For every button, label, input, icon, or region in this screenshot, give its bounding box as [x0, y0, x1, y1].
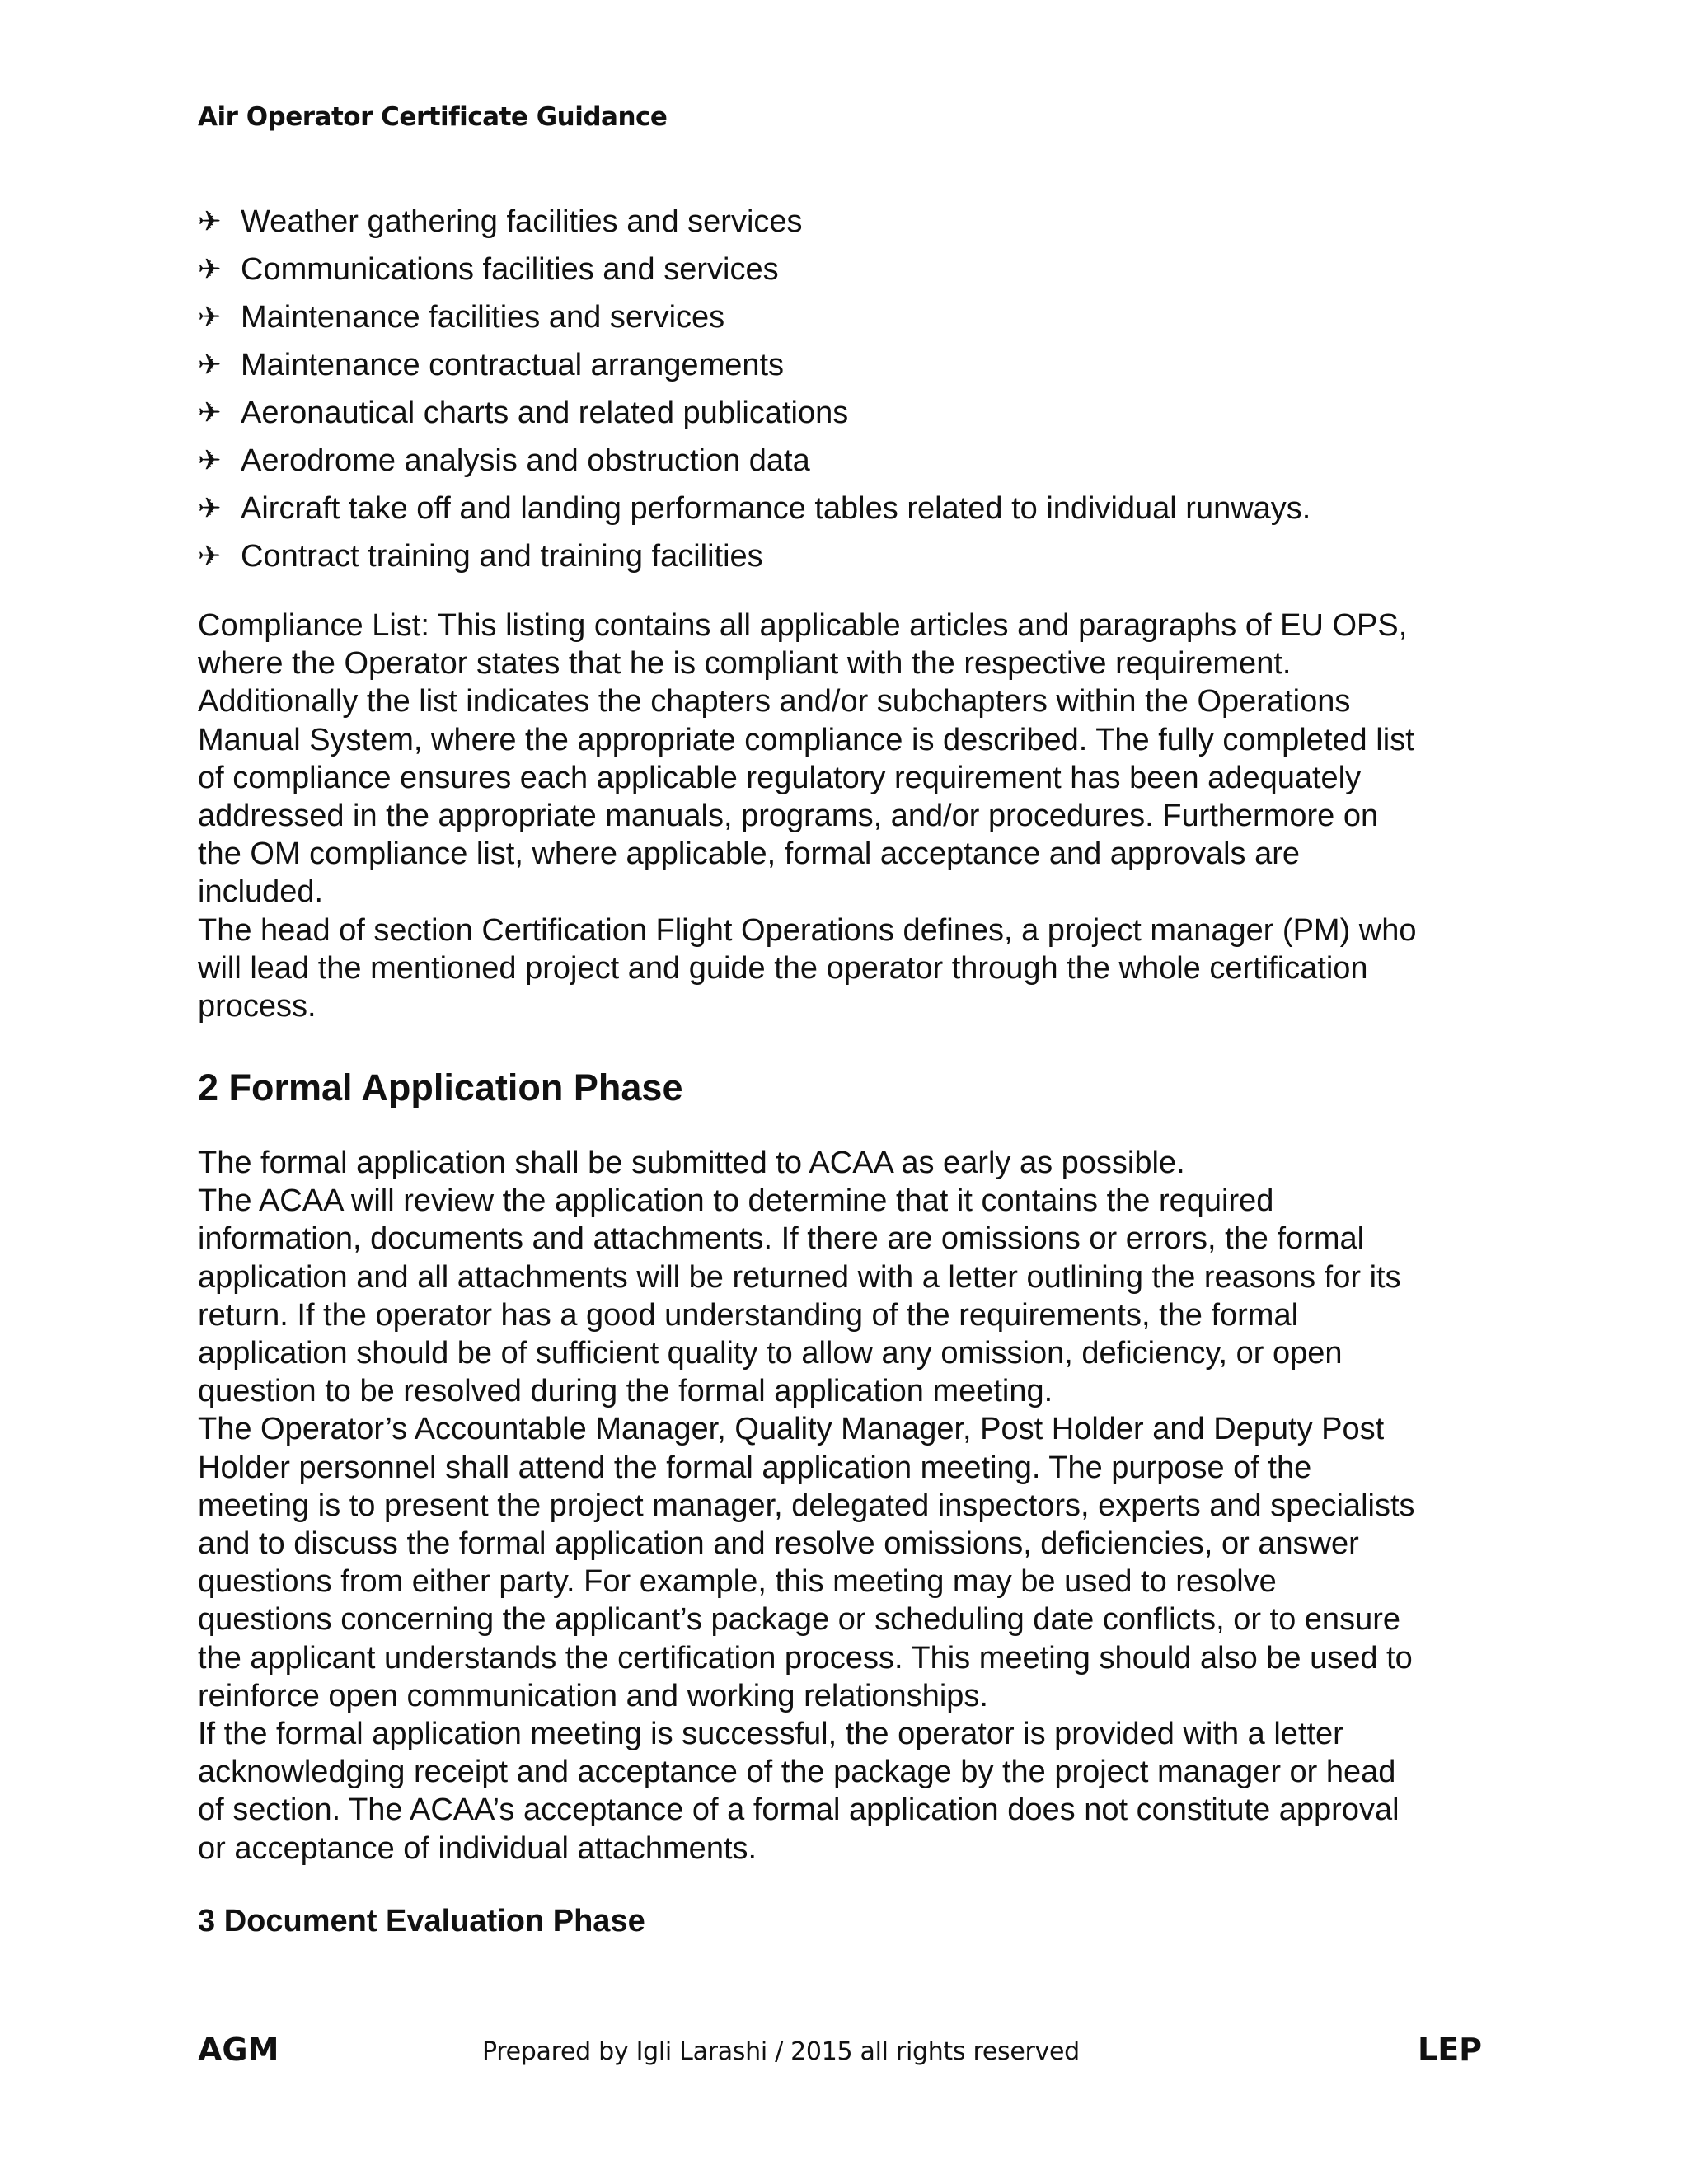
airplane-icon: ✈ [198, 206, 222, 237]
footer-left-label: AGM [198, 2032, 279, 2068]
text-line: acknowledging receipt and acceptance of the package by the project manager or head [198, 1755, 1396, 1790]
text-line: reinforce open communication and working relationships. [198, 1678, 988, 1713]
text-line: of compliance ensures each applicable regulatory requirement has been adequately [198, 760, 1362, 795]
text-line: application and all attachments will be returned with a letter outlining the reasons for its [198, 1259, 1401, 1295]
text-line: meeting is to present the project manager, delegated inspectors, experts and specialists [198, 1488, 1415, 1523]
list-item [198, 246, 1311, 293]
list-item [198, 341, 1311, 389]
list-item [198, 532, 1311, 580]
text-line: will lead the mentioned project and guide the operator through the whole certification [198, 950, 1368, 986]
text-line: Additionally the list indicates the chapters and/or subchapters within the Operations [198, 684, 1351, 719]
text-line: and to discuss the formal application and resolve omissions, deficiencies, or answer [198, 1526, 1359, 1562]
list-item [198, 293, 1311, 341]
airplane-icon: ✈ [198, 349, 222, 381]
airplane-icon: ✈ [198, 302, 222, 333]
list-item-text: Weather gathering facilities and services [241, 204, 803, 239]
text-line: the applicant understands the certification process. This meeting should also be used to [198, 1640, 1413, 1675]
text-line: questions concerning the applicant’s package or scheduling date conflicts, or to ensure [198, 1602, 1400, 1638]
footer-copyright: Prepared by Igli Larashi / 2015 all rights reserved [482, 2037, 1080, 2066]
list-item-text: Aerodrome analysis and obstruction data [241, 443, 810, 478]
airplane-icon: ✈ [198, 541, 222, 572]
footer-right-label: LEP [1418, 2032, 1483, 2068]
text-line: Compliance List: This listing contains all applicable articles and paragraphs of EU OPS, [198, 608, 1408, 643]
text-line: application should be of sufficient quality to allow any omission, deficiency, or open [198, 1336, 1343, 1371]
text-line: or acceptance of individual attachments. [198, 1830, 757, 1866]
text-line: Manual System, where the appropriate compliance is described. The fully completed list [198, 722, 1414, 757]
section-3-heading: 3 Document Evaluation Phase [198, 1904, 645, 1938]
section-2-heading: 2 Formal Application Phase [198, 1066, 683, 1108]
text-line: included. [198, 874, 324, 910]
text-line: question to be resolved during the formal application meeting. [198, 1374, 1053, 1409]
list-item-text: Aeronautical charts and related publications [241, 396, 849, 430]
compliance-paragraph [198, 607, 1500, 1025]
text-line: Holder personnel shall attend the formal application meeting. The purpose of the [198, 1450, 1312, 1485]
text-line: The head of section Certification Flight Operations defines, a project manager (PM) who [198, 912, 1417, 948]
text-line: addressed in the appropriate manuals, programs, and/or procedures. Furthermore on [198, 799, 1379, 834]
text-line: The ACAA will review the application to determine that it contains the required [198, 1183, 1274, 1219]
text-line: If the formal application meeting is successful, the operator is provided with a letter [198, 1717, 1343, 1752]
list-item [198, 437, 1311, 485]
text-line: process. [198, 989, 316, 1024]
text-line: the OM compliance list, where applicable, formal acceptance and approvals are [198, 837, 1301, 872]
section-2-body [198, 1144, 1500, 1868]
text-line: The formal application shall be submitted to ACAA as early as possible. [198, 1146, 1185, 1180]
text-line: where the Operator states that he is compliant with the respective requirement. [198, 646, 1292, 682]
list-item [198, 198, 1311, 246]
list-item [198, 389, 1311, 437]
list-item-text: Aircraft take off and landing performance tables related to individual runways. [241, 491, 1311, 526]
airplane-icon: ✈ [198, 397, 222, 429]
airplane-icon: ✈ [198, 254, 222, 285]
list-item-text: Contract training and training facilities [241, 539, 763, 574]
text-line: information, documents and attachments. If there are omissions or errors, the formal [198, 1221, 1365, 1257]
bullet-list [198, 198, 1311, 580]
list-item [198, 485, 1311, 532]
text-line: questions from either party. For example, this meeting may be used to resolve [198, 1564, 1277, 1600]
list-item-text: Maintenance contractual arrangements [241, 348, 785, 382]
text-line: return. If the operator has a good understanding of the requirements, the formal [198, 1297, 1299, 1333]
airplane-icon: ✈ [198, 493, 222, 524]
running-header: Air Operator Certificate Guidance [198, 102, 668, 132]
airplane-icon: ✈ [198, 445, 222, 476]
list-item-text: Communications facilities and services [241, 252, 779, 287]
list-item-text: Maintenance facilities and services [241, 300, 725, 335]
text-line: of section. The ACAA’s acceptance of a formal application does not constitute approval [198, 1793, 1400, 1828]
text-line: The Operator’s Accountable Manager, Quality Manager, Post Holder and Deputy Post [198, 1412, 1385, 1447]
